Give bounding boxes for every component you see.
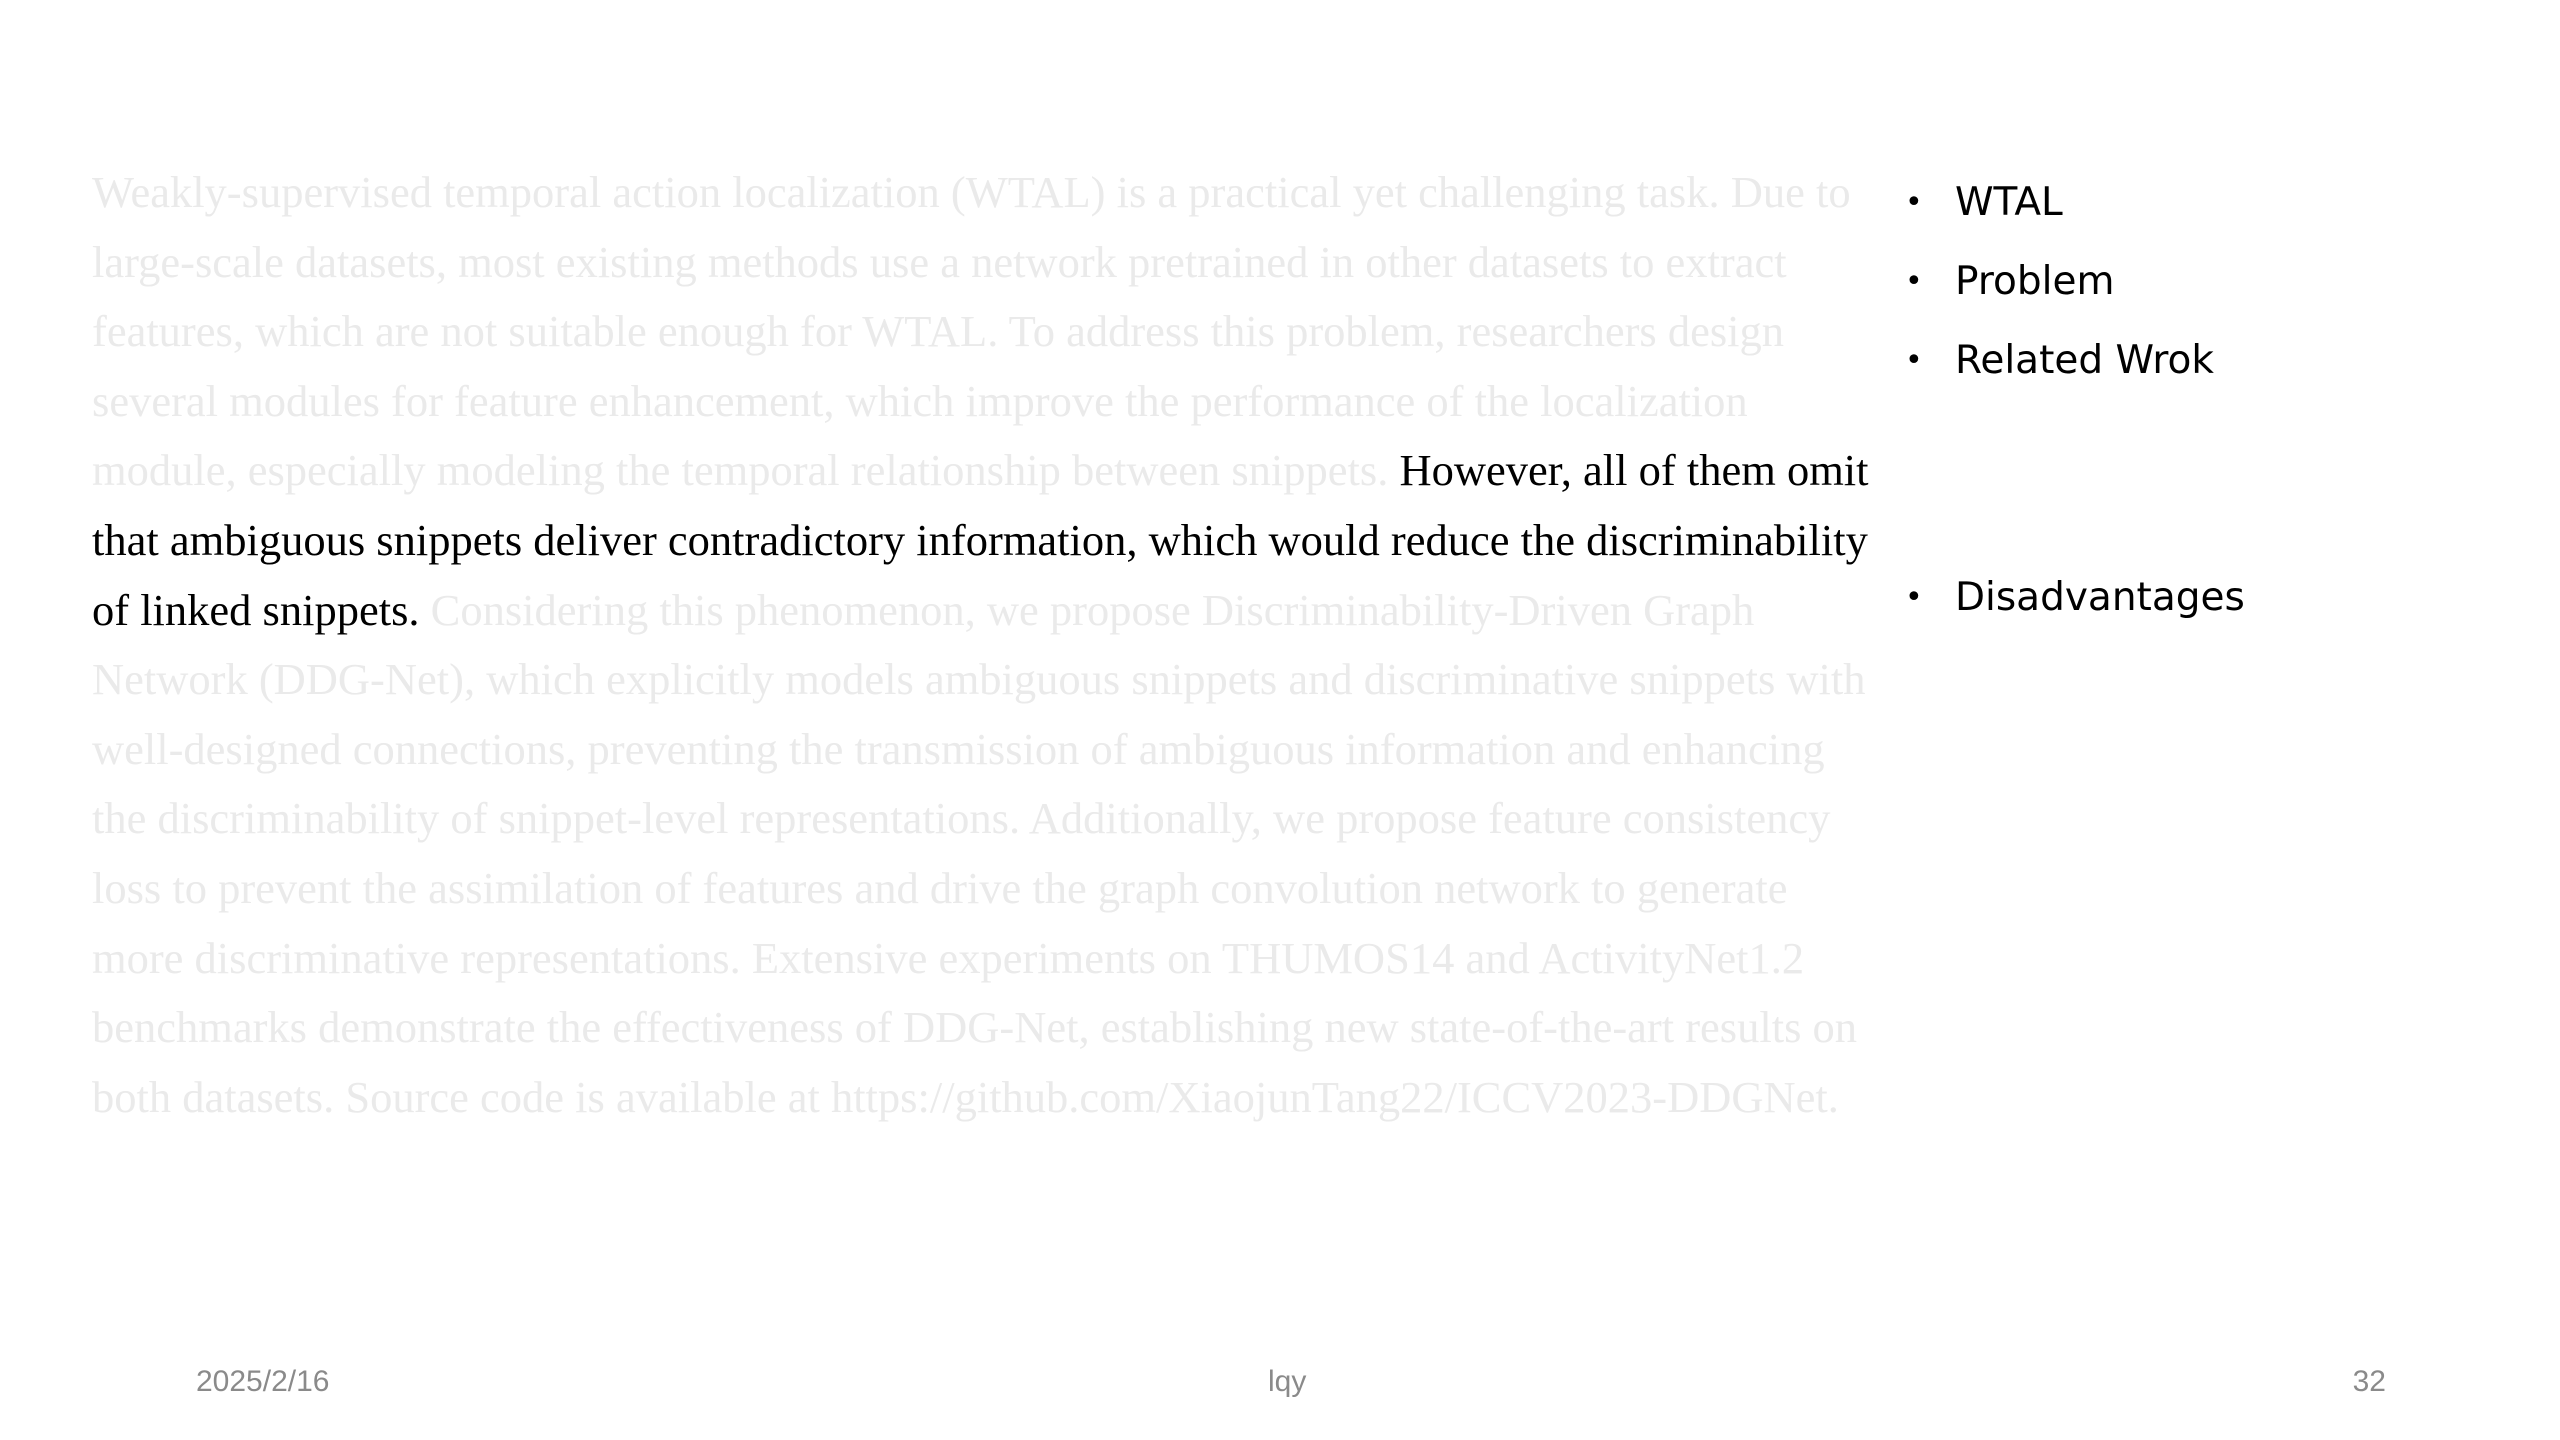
bullet-dot-icon: • <box>1905 343 1923 378</box>
abstract-highlight: However, all of them omit that ambiguous snippets deliver contradictory information, which would reduce the discriminability of linked snippets. <box>92 445 1869 635</box>
bullet-dot-icon: • <box>1905 264 1923 299</box>
abstract-text <box>92 158 1882 1132</box>
bullet-dot-icon: • <box>1905 580 1923 615</box>
footer-date: 2025/2/16 <box>196 1365 330 1398</box>
bullet-dot-icon: • <box>1905 185 1923 220</box>
outline-bullet-list <box>1905 0 2545 700</box>
bullet-label: WTAL <box>1955 180 2063 225</box>
bullet-label: Related Wrok <box>1955 338 2214 383</box>
bullet-item-problem <box>1905 257 2114 307</box>
abstract-dimmed-after: Considering this phenomenon, we propose Discriminability-Driven Graph Network (DDG-Net), which explicitly models ambiguous snippets and discriminative snippets with well-designed connections, preventing the transmission of ambiguous information and enhancing the discriminability of snippet-level representations. Additionally, we propose feature consistency loss to prevent the assimilation of features and drive the graph convolution network to generate more discriminative representations. Extensive experiments on THUMOS14 and ActivityNet1.2 benchmarks demonstrate the effectiveness of DDG-Net, establishing new state-of-the-art results on both datasets. Source code is available at https://github.com/XiaojunTang22/ICCV2023-DDGNet. <box>92 584 1866 1122</box>
bullet-item-related-work <box>1905 336 2214 386</box>
bullet-label: Problem <box>1955 259 2115 304</box>
bullet-label: Disadvantages <box>1955 575 2245 620</box>
footer-page-number: 32 <box>2352 1365 2386 1398</box>
abstract-dimmed-before: Weakly-supervised temporal action localization (WTAL) is a practical yet challenging task. Due to large-scale datasets, most existing methods use a network pretrained in other datasets to extract features, which are not suitable enough for WTAL. To address this problem, researchers design several modules for feature enhancement, which improve the performance of the localization module, especially modeling the temporal relationship between snippets. <box>92 167 1851 496</box>
bullet-item-disadvantages <box>1905 573 2245 623</box>
footer-author: lqy <box>1268 1365 1307 1398</box>
bullet-item-wtal <box>1905 178 2063 228</box>
